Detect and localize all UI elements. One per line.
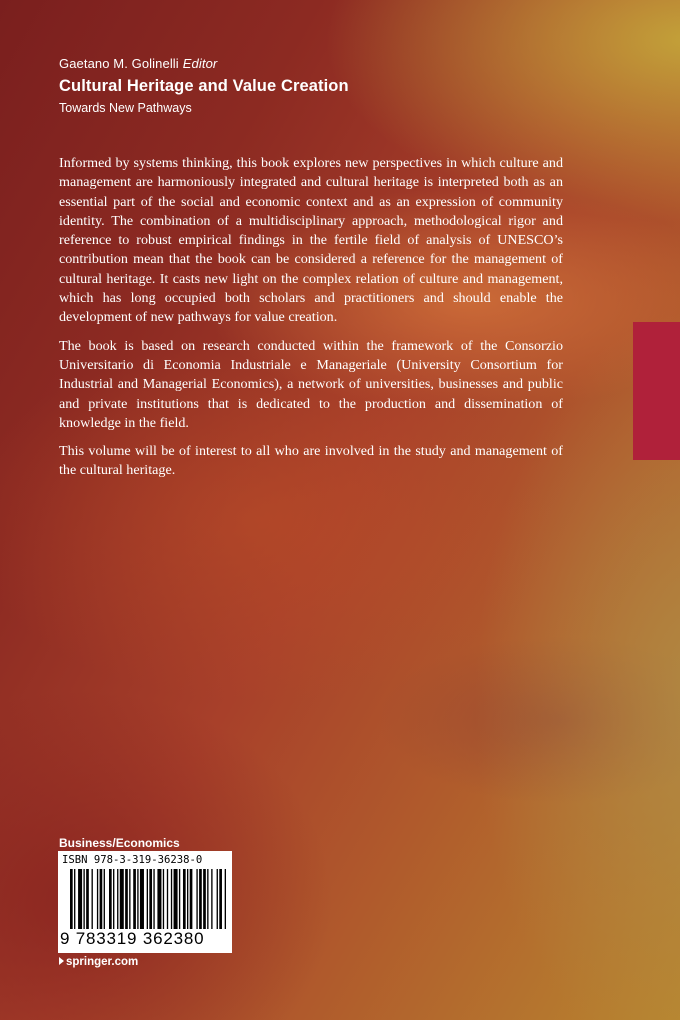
barcode-digits: 9 783319 362380	[60, 929, 205, 948]
barcode-icon	[70, 869, 226, 929]
isbn-text: ISBN 978-3-319-36238-0	[62, 854, 203, 866]
side-color-tab	[633, 322, 680, 460]
blurb	[59, 154, 563, 490]
blurb-paragraph: The book is based on research conducted within the framework of the Consorzio Universitario di Economia Industriale e Manageriale (University Consortium for Industrial and Managerial Economics), a network of universities, businesses and public and private institutions that is dedicated to the production and dissemination of knowledge in the field.	[59, 337, 563, 431]
blurb-paragraph: This volume will be of interest to all who are involved in the study and management of the cultural heritage.	[59, 443, 563, 479]
arrow-right-icon	[59, 957, 64, 965]
book-title: Cultural Heritage and Value Creation	[59, 77, 349, 95]
publisher-website	[59, 955, 138, 969]
editor-line	[59, 56, 349, 72]
editor-name: Gaetano M. Golinelli	[59, 56, 179, 71]
barcode-panel	[58, 851, 232, 953]
book-subtitle: Towards New Pathways	[59, 101, 192, 115]
editor-role: Editor	[182, 56, 218, 71]
blurb-paragraph: Informed by systems thinking, this book explores new perspectives in which culture and management are harmoniously integrated and cultural heritage is interpreted both as an essential part of the social and economic context and as an expression of community identity. The combination of a multidisciplinary approach, methodological rigor and reference to robust empirical findings in the fertile field of analysis of UNESCO’s contribution mean that the book can be considered a reference for the management of cultural heritage. It casts new light on the complex relation of culture and management, which has long occupied both scholars and practitioners and should enable the development of new pathways for value creation.	[59, 155, 563, 326]
subject-category: Business/Economics	[59, 836, 180, 850]
website-label: springer.com	[66, 956, 139, 968]
cover-header	[59, 56, 349, 116]
